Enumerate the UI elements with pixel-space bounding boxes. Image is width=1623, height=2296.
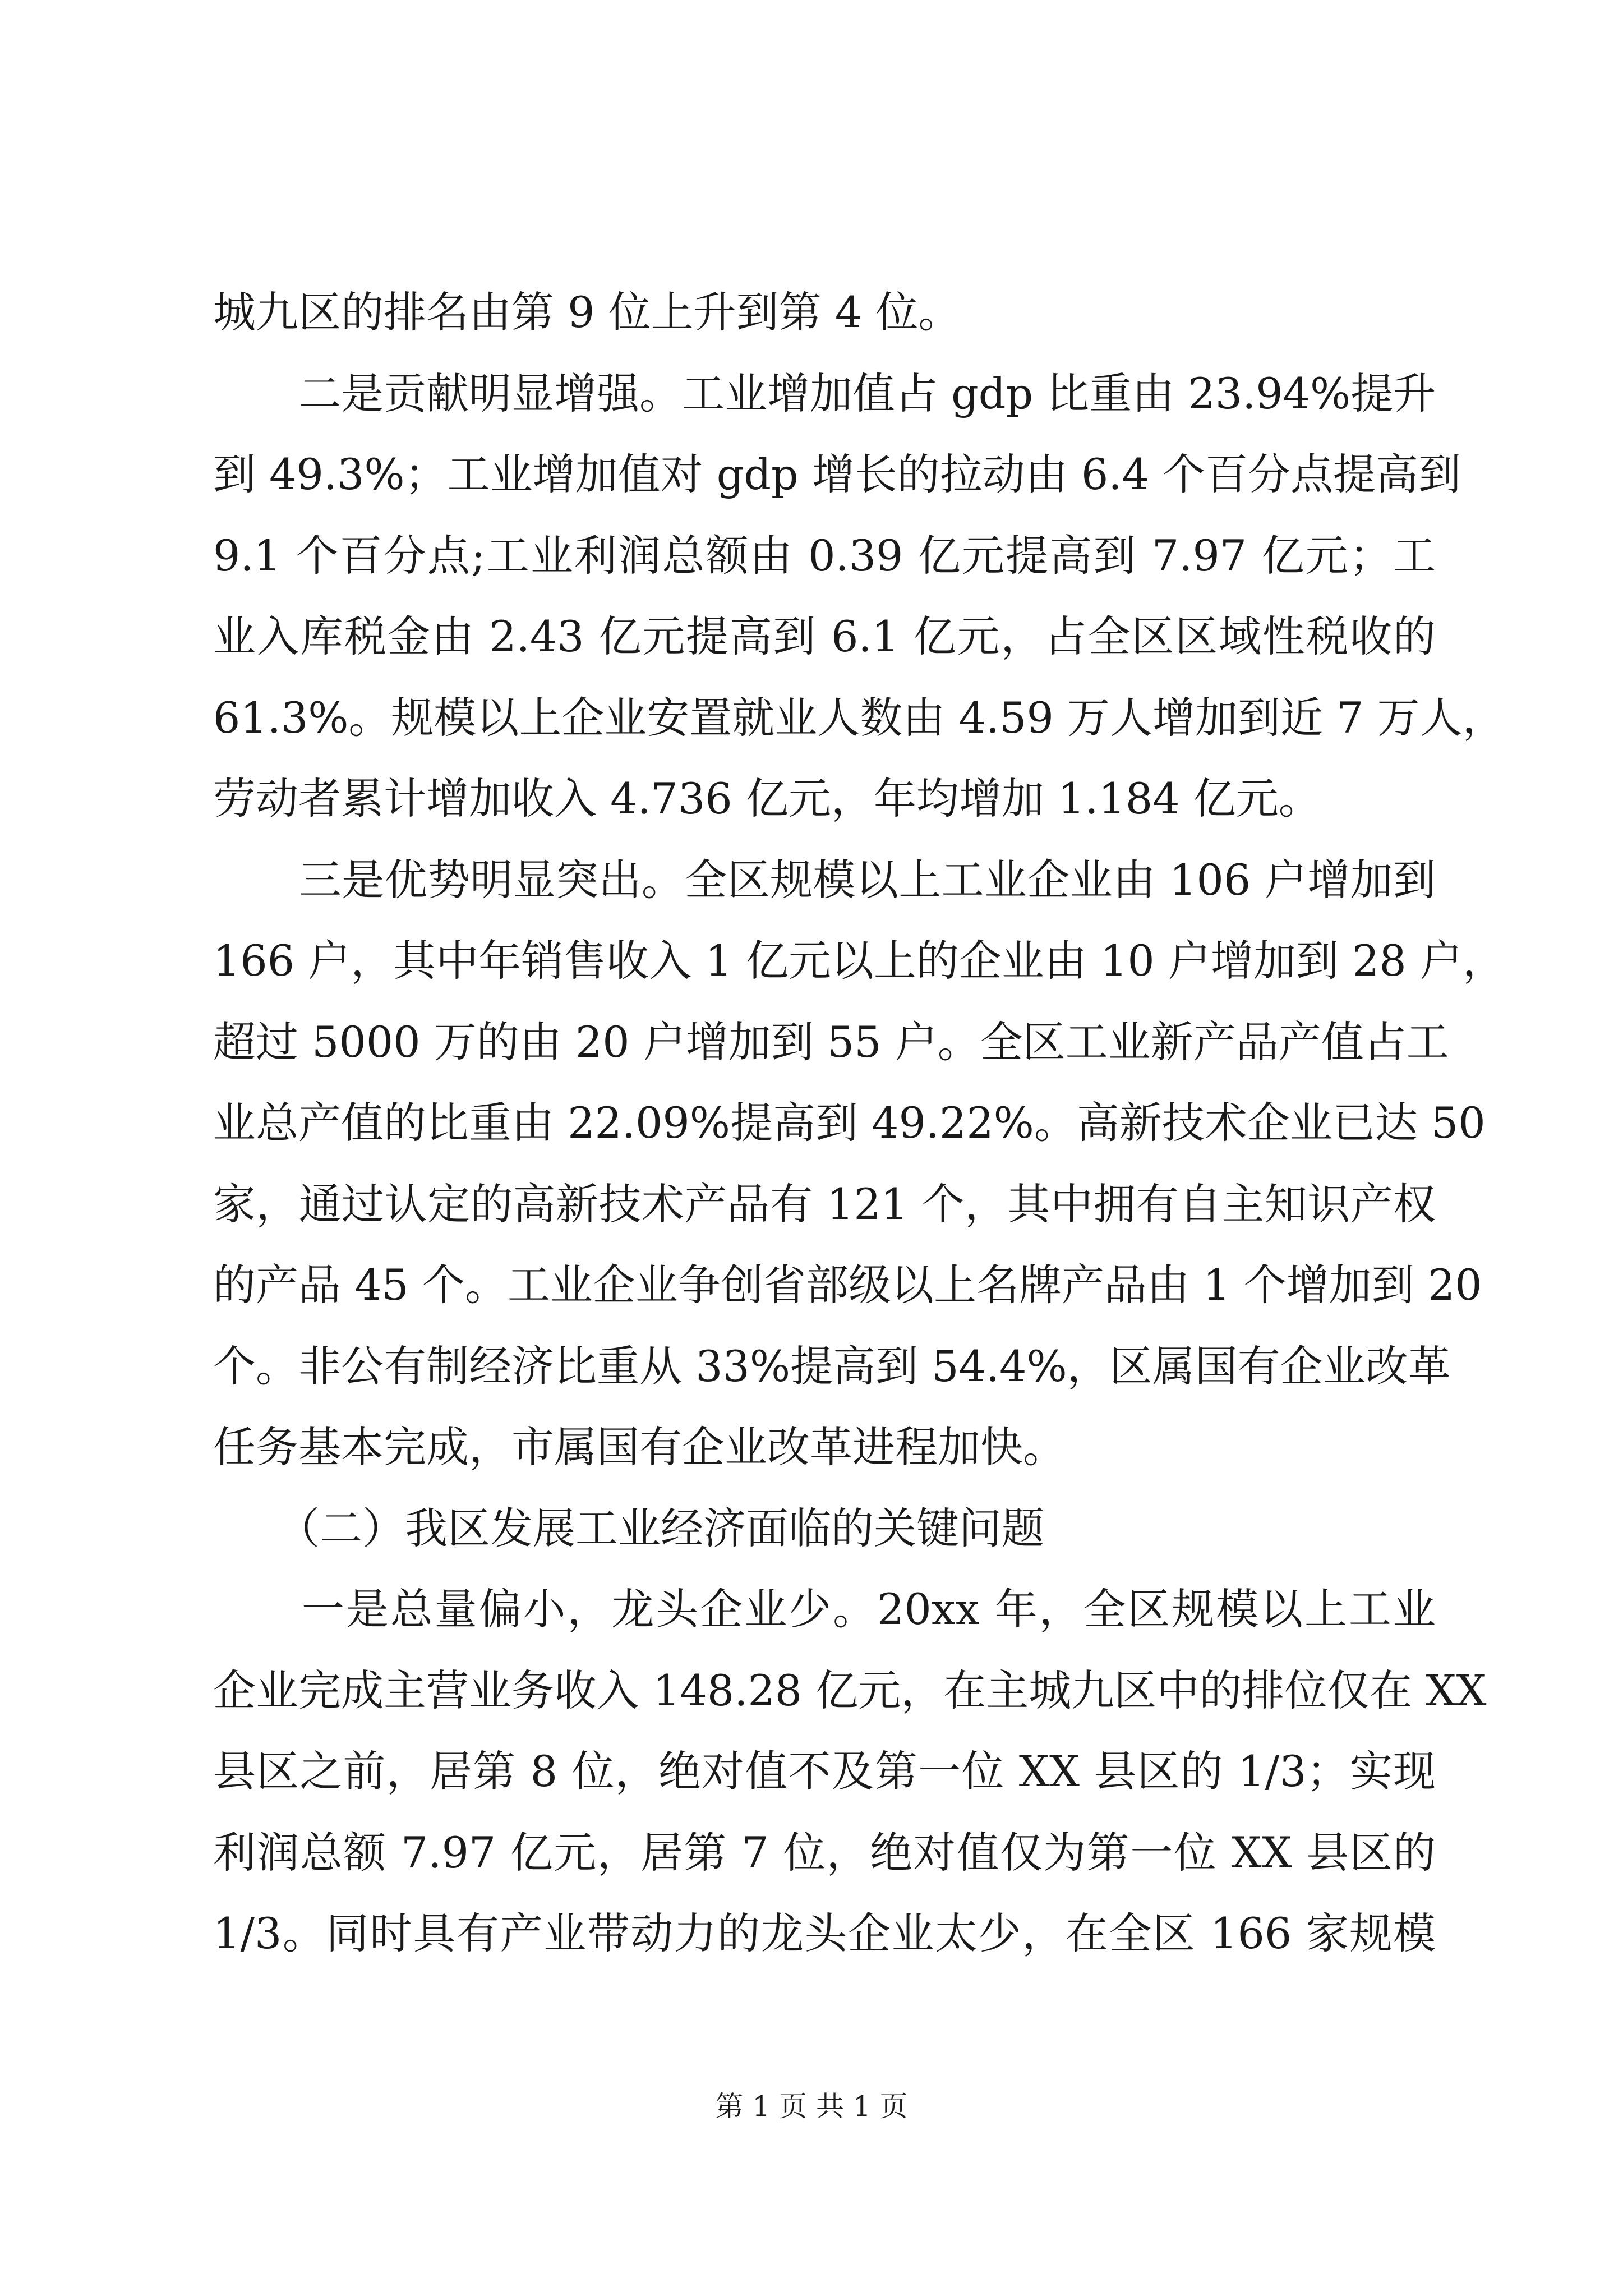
paragraph-line: 业入库税金由 2.43 亿元提高到 6.1 亿元，占全区区域性税收的 [213,611,1436,661]
paragraph-line: 个。非公有制经济比重从 33%提高到 54.4%，区属国有企业改革 [213,1341,1451,1391]
paragraph-line: 家，通过认定的高新技术产品有 121 个，其中拥有自主知识产权 [213,1179,1436,1229]
paragraph-line: 业总产值的比重由 22.09%提高到 49.22%。高新技术企业已达 50 [213,1098,1486,1148]
paragraph-line: 二是贡献明显增强。工业增加值占 gdp 比重由 23.94%提升 [213,368,1436,418]
paragraph-line: 的产品 45 个。工业企业争创省部级以上名牌产品由 1 个增加到 20 [213,1260,1482,1310]
document-body [213,272,1505,1975]
page-number-label: 第 1 页 共 1 页 [715,2090,908,2123]
paragraph-line: 超过 5000 万的由 20 户增加到 55 户。全区工业新产品产值占工 [213,1016,1449,1067]
paragraph-line: 城九区的排名由第 9 位上升到第 4 位。 [213,287,961,337]
paragraph-line: 9.1 个百分点;工业利润总额由 0.39 亿元提高到 7.97 亿元；工 [213,530,1436,581]
paragraph-line: 1/3。同时具有产业带动力的龙头企业太少，在全区 166 家规模 [213,1908,1436,1958]
paragraph-line: 任务基本完成，市属国有企业改革进程加快。 [213,1422,1066,1472]
paragraph-line: 一是总量偏小，龙头企业少。20xx 年，全区规模以上工业 [213,1584,1436,1634]
paragraph-line: 166 户，其中年销售收入 1 亿元以上的企业由 10 户增加到 28 户， [213,936,1505,986]
paragraph-line: 企业完成主营业务收入 148.28 亿元，在主城九区中的排位仅在 XX [213,1665,1487,1715]
paragraph-line: 劳动者累计增加收入 4.736 亿元，年均增加 1.184 亿元。 [213,774,1321,823]
paragraph-line: 到 49.3%；工业增加值对 gdp 增长的拉动由 6.4 个百分点提高到 [213,449,1461,499]
paragraph-line: 县区之前，居第 8 位，绝对值不及第一位 XX 县区的 1/3；实现 [213,1746,1436,1796]
paragraph-line: 61.3%。规模以上企业安置就业人数由 4.59 万人增加到近 7 万人， [213,692,1505,743]
page-footer [0,2084,1623,2124]
paragraph-line: 三是优势明显突出。全区规模以上工业企业由 106 户增加到 [213,854,1436,905]
section-heading: （二）我区发展工业经济面临的关键问题 [213,1503,1044,1553]
paragraph-line: 利润总额 7.97 亿元，居第 7 位，绝对值仅为第一位 XX 县区的 [213,1827,1436,1878]
